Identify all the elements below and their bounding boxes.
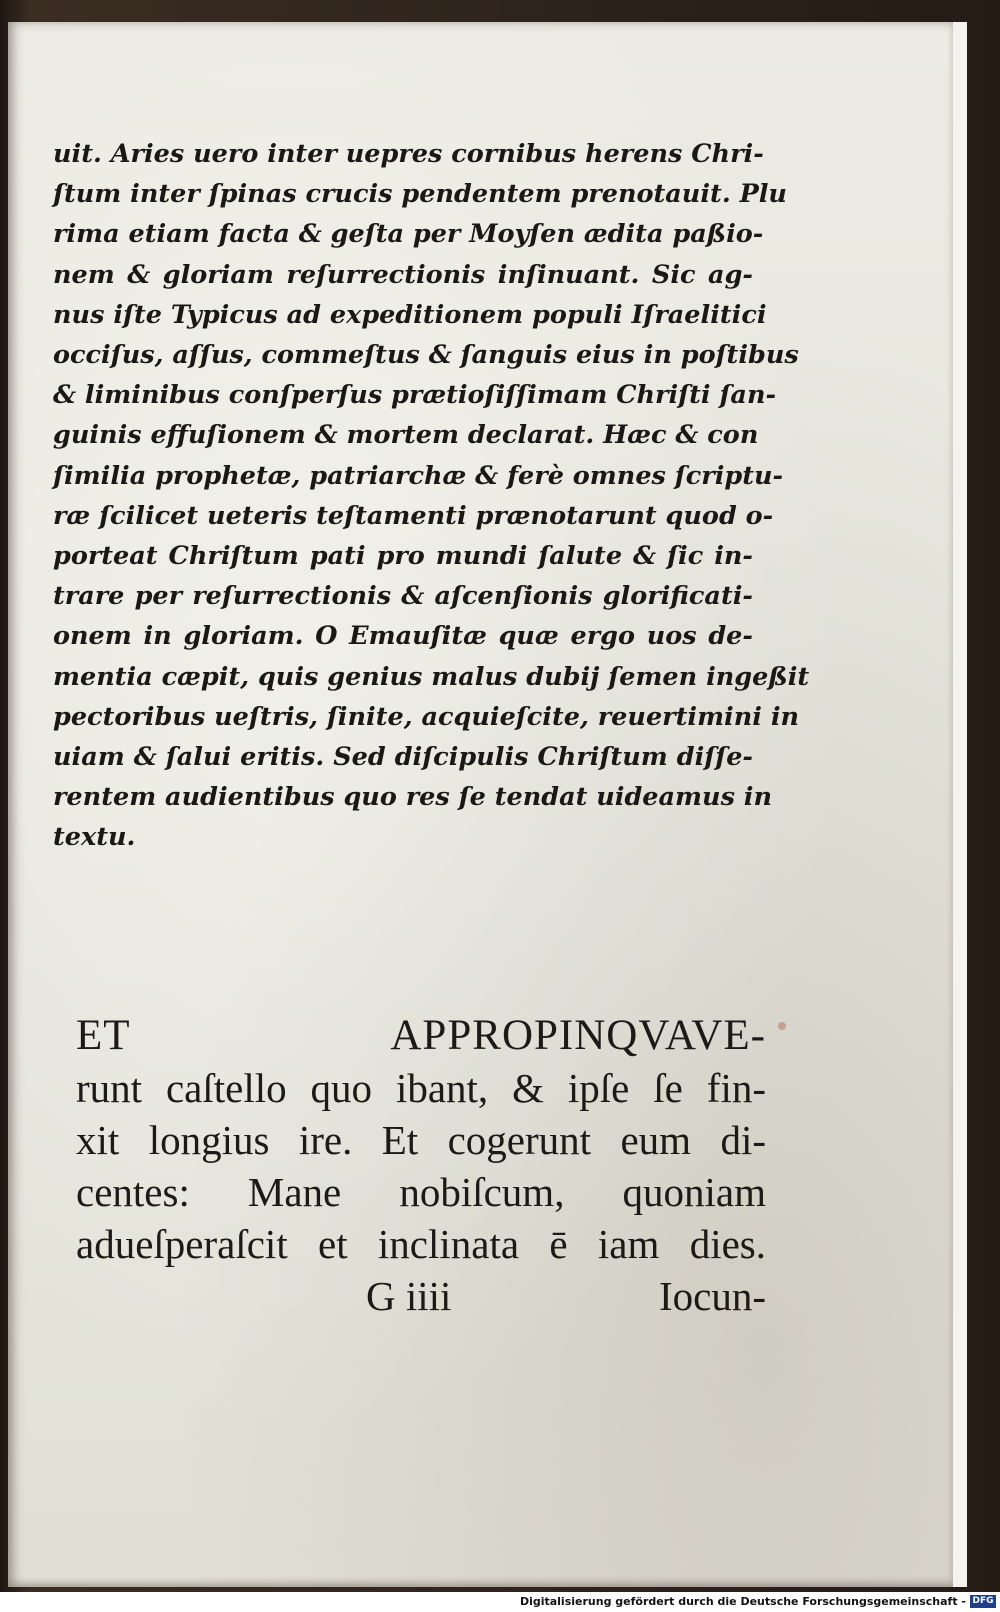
digitization-footer — [0, 1592, 1000, 1612]
book-page — [8, 22, 967, 1587]
commentary-line: mentia cæpit, quis genius malus dubij ſemen ingeßit — [53, 661, 810, 692]
commentary-line: uit. Aries uero inter uepres cornibus herens Chri- — [53, 139, 764, 169]
scripture-line: adueſperaſcit et inclinata ē iam dies. — [76, 1221, 766, 1267]
funding-credit: Digitalisierung gefördert durch die Deutsche Forschungsgemeinschaft - — [519, 1595, 966, 1608]
scripture-line: xit longius ire. Et cogerunt eum di- — [76, 1117, 766, 1163]
ink-spot — [778, 1022, 786, 1030]
commentary-line: ſimilia prophetæ, patriarchæ & ferè omnes ſcriptu- — [53, 460, 784, 491]
catchword: Iocun- — [658, 1273, 766, 1319]
commentary-line: textu. — [53, 822, 136, 853]
scripture-line: centes: Mane nobiſcum, quoniam — [76, 1169, 766, 1215]
commentary-line: uiam & ſalui eritis. Sed diſcipulis Chriſtum diſſe- — [53, 742, 753, 773]
commentary-line: ſtum inter ſpinas crucis pendentem prenotauit. Plu — [53, 179, 787, 210]
signature-mark: G iiii — [366, 1273, 452, 1319]
commentary-line: & liminibus conſperſus prætioſiſſimam Chriſti ſan- — [53, 380, 777, 411]
commentary-line: pectoribus ueſtris, ſinite, acquieſcite, reuertimini in — [53, 701, 800, 732]
commentary-line: onem in gloriam. O Emauſitæ quæ ergo uos de- — [53, 621, 753, 652]
commentary-line: rima etiam facta & geſta per Moyſen ædita paßio- — [53, 219, 764, 250]
commentary-line: nus iſte Typicus ad expeditionem populi Iſraelitici — [53, 299, 767, 330]
scripture-line: runt caſtello quo ibant, & ipſe ſe fin- — [76, 1065, 766, 1111]
commentary-line: rentem audientibus quo res ſe tendat uideamus in — [53, 782, 773, 813]
scripture-line: ET APPROPINQVAVE- — [76, 1012, 766, 1059]
commentary-line: ræ ſcilicet ueteris teſtamenti prænotarunt quod o- — [53, 500, 774, 531]
commentary-text — [53, 134, 810, 858]
commentary-line: porteat Chriſtum pati pro mundi ſalute & ſic in- — [53, 541, 753, 572]
dfg-logo: DFG — [970, 1595, 996, 1608]
commentary-line: occiſus, aſſus, commeſtus & ſanguis eius in poſtibus — [53, 340, 799, 371]
commentary-line: nem & gloriam reſurrectionis inſinuant. Sic ag- — [53, 259, 753, 290]
scripture-passage — [76, 1010, 766, 1322]
signature-row — [76, 1270, 766, 1322]
commentary-line: guinis effuſionem & mortem declarat. Hæc & con — [53, 420, 759, 451]
commentary-line: trare per reſurrectionis & aſcenſionis glorificati- — [53, 581, 753, 612]
